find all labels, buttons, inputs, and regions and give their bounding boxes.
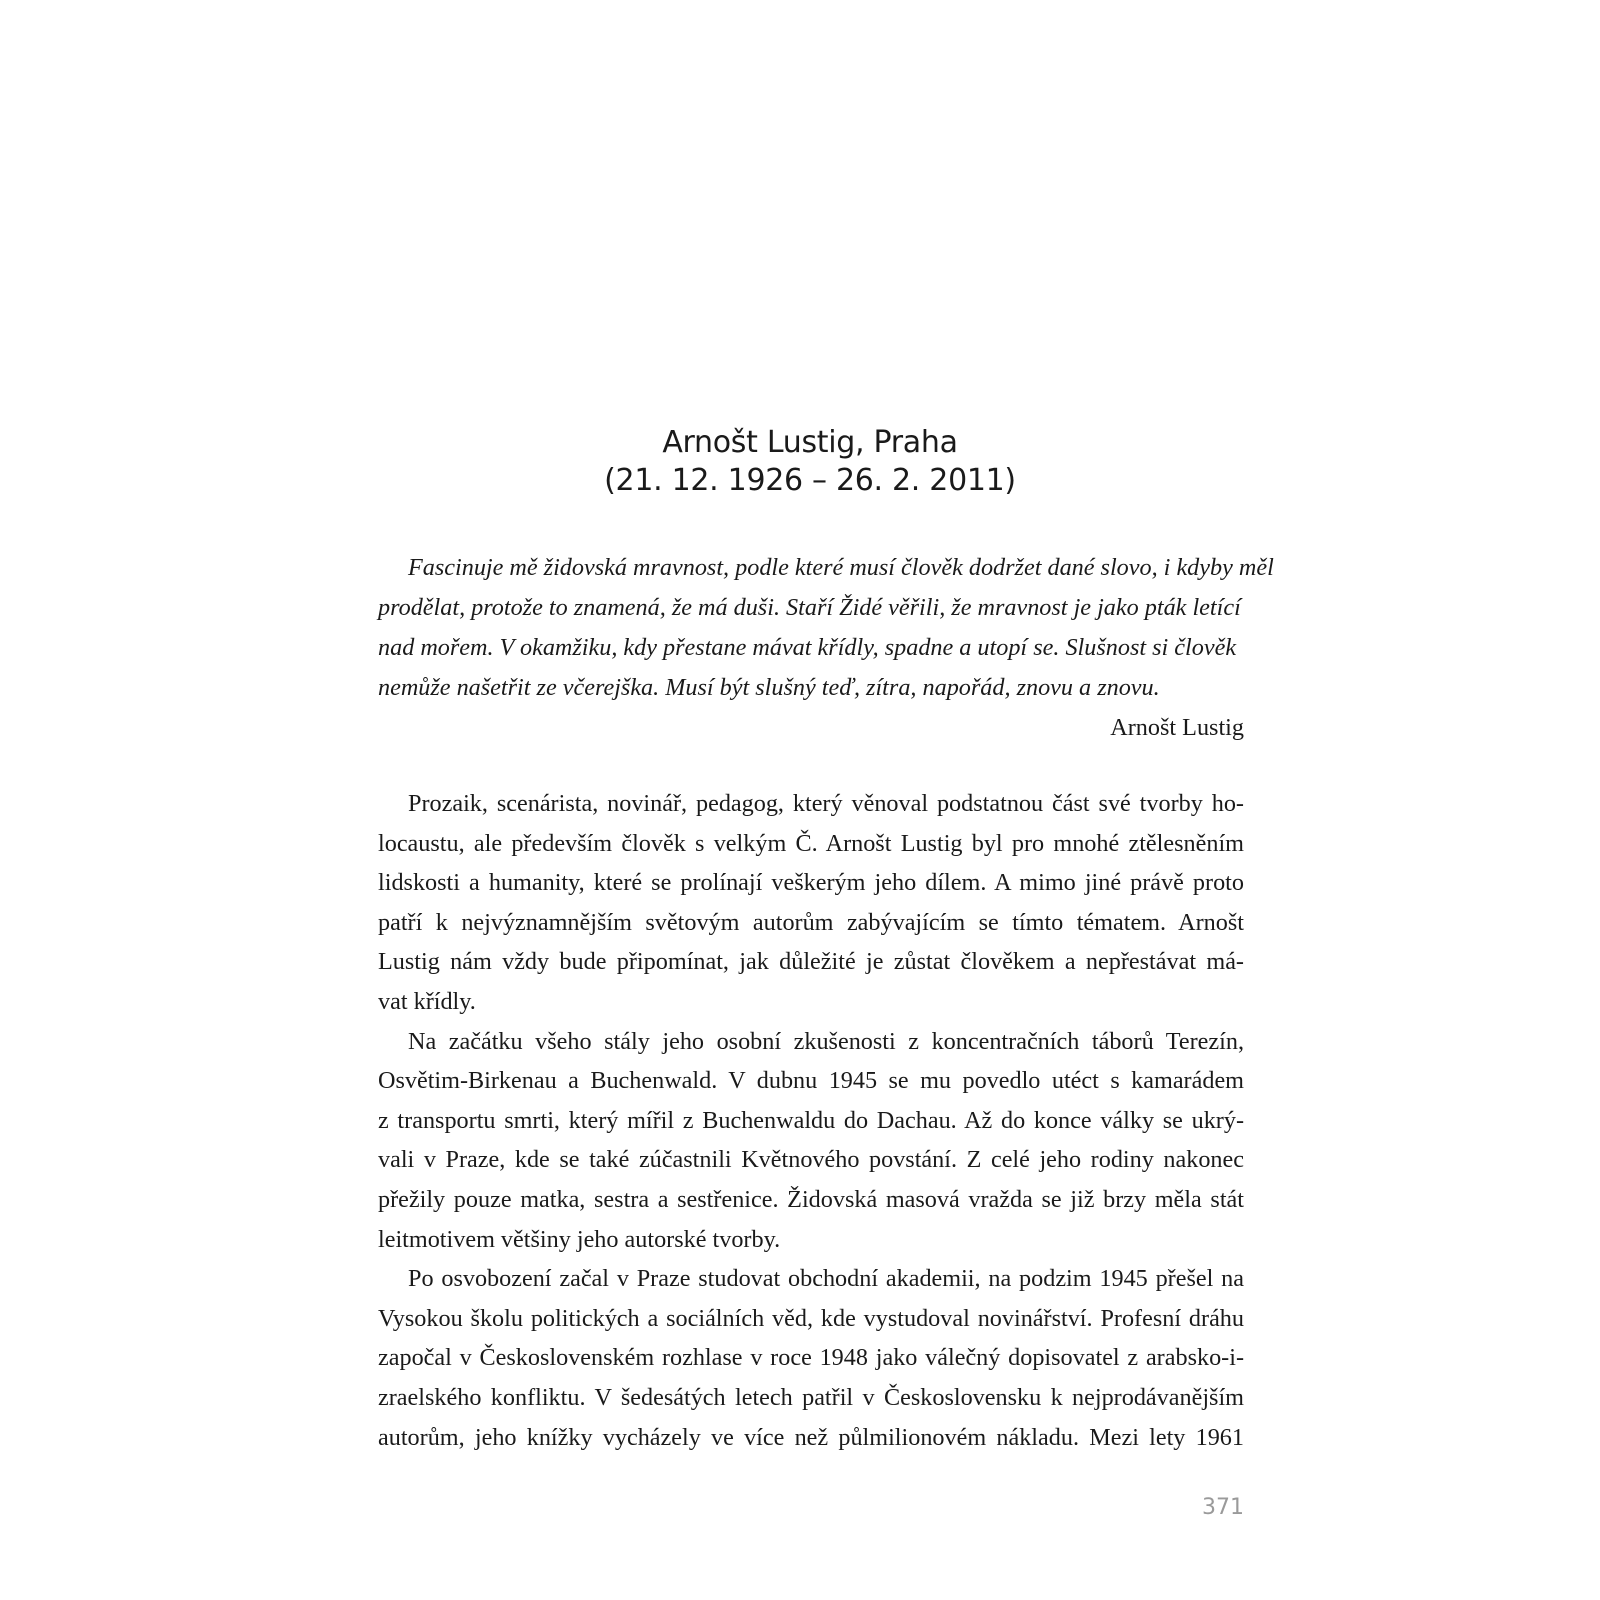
body-line: Lustig nám vždy bude připomínat, jak důležité je zůstat člověkem a nepřestávat má- xyxy=(378,948,1244,976)
page-number: 371 xyxy=(1202,1495,1244,1520)
chapter-dates: (21. 12. 1926 – 26. 2. 2011) xyxy=(604,463,1016,498)
motto-line: Fascinuje mě židovská mravnost, podle které musí člověk dodržet dané slovo, i kdyby měl xyxy=(408,554,1274,581)
body-line: autorům, jeho knížky vycházely ve více než půlmilionovém nákladu. Mezi lety 1961 xyxy=(378,1423,1244,1451)
body-line: Po osvobození začal v Praze studovat obchodní akademii, na podzim 1945 přešel na xyxy=(408,1265,1244,1293)
body-line: Vysokou školu politických a sociálních věd, kde vystudoval novinářství. Profesní dráhu xyxy=(378,1304,1244,1332)
motto-line: nemůže našetřit ze včerejška. Musí být slušný teď, zítra, napořád, znovu a znovu. xyxy=(378,674,1160,701)
motto-line: nad mořem. V okamžiku, kdy přestane mávat křídly, spadne a utopí se. Slušnost si člověk xyxy=(378,634,1237,661)
body-line: locaustu, ale především člověk s velkým Č. Arnošt Lustig byl pro mnohé ztělesněním xyxy=(378,829,1244,857)
body-line: započal v Československém rozhlase v roce 1948 jako válečný dopisovatel z arabsko-i- xyxy=(378,1344,1244,1372)
body-text xyxy=(378,784,1244,1457)
body-line: Prozaik, scenárista, novinář, pedagog, který věnoval podstatnou část své tvorby ho- xyxy=(408,790,1244,817)
body-line: leitmotivem většiny jeho autorské tvorby. xyxy=(378,1225,781,1253)
body-line: přežily pouze matka, sestra a sestřenice. Židovská masová vražda se již brzy měla stát xyxy=(378,1185,1244,1213)
body-line: z transportu smrti, který mířil z Buchenwaldu do Dachau. Až do konce války se ukrý- xyxy=(378,1106,1244,1134)
body-line: zraelského konfliktu. V šedesátých letech patřil v Československu k nejprodávanějším xyxy=(378,1383,1244,1411)
body-line: lidskosti a humanity, které se prolínají veškerým jeho dílem. A mimo jiné právě proto xyxy=(378,869,1244,897)
body-line: patří k nejvýznamnějším světovým autorům zabývajícím se tímto tématem. Arnošt xyxy=(378,908,1244,936)
motto-author: Arnošt Lustig xyxy=(1110,714,1244,741)
motto-quote xyxy=(378,548,1274,708)
body-line: Osvětim-Birkenau a Buchenwald. V dubnu 1945 se mu povedlo utéct s kamarádem xyxy=(378,1067,1244,1095)
motto-line: prodělat, protože to znamená, že má duši. Staří Židé věřili, že mravnost je jako pták letící xyxy=(378,594,1241,621)
body-line: Na začátku všeho stály jeho osobní zkušenosti z koncentračních táborů Terezín, xyxy=(408,1027,1244,1055)
body-line: vali v Praze, kde se také zúčastnili Květnového povstání. Z celé jeho rodiny nakonec xyxy=(378,1146,1244,1174)
chapter-heading xyxy=(380,424,1240,500)
chapter-title: Arnošt Lustig, Praha xyxy=(662,425,958,460)
body-line: vat křídly. xyxy=(378,987,476,1015)
